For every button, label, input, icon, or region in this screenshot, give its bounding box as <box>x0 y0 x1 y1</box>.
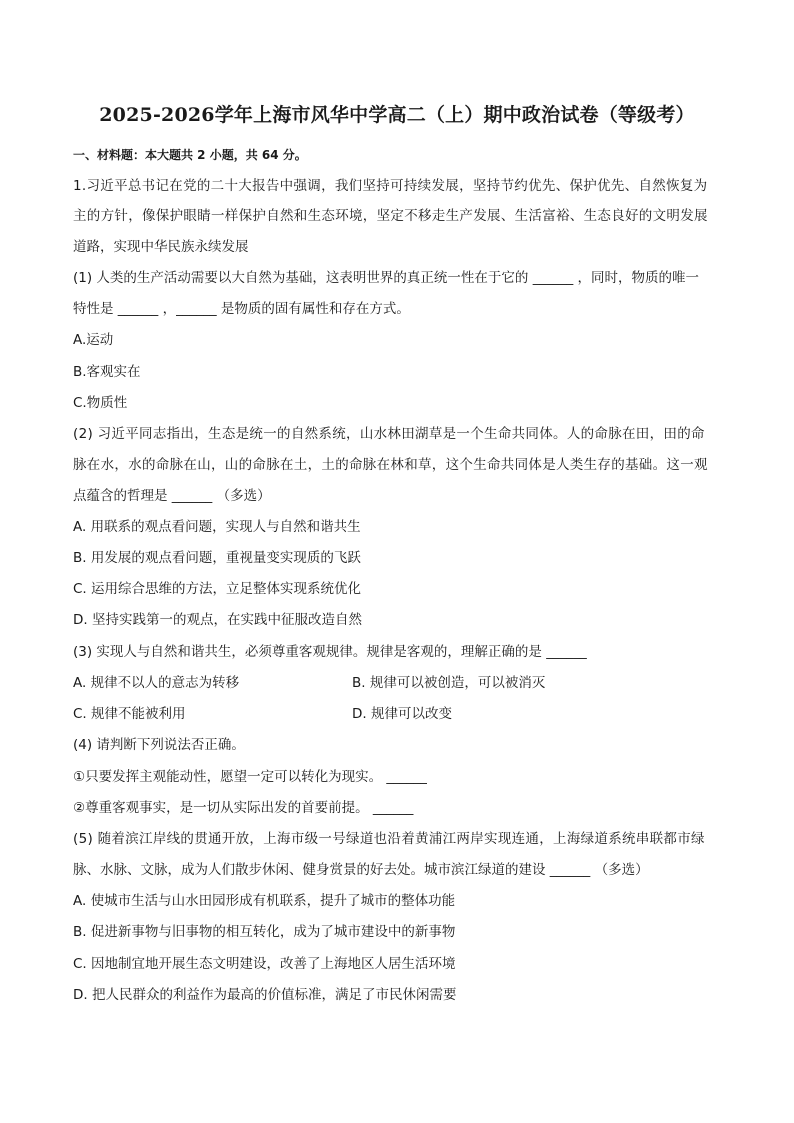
subq3-option-d: D. 规律可以改变 <box>352 706 452 722</box>
subq1-option-a: A.运动 <box>73 332 114 348</box>
subq5-option-d: D. 把人民群众的利益作为最高的价值标准，满足了市民休闲需要 <box>73 987 457 1003</box>
subq4-item-1: ①只要发挥主观能动性，愿望一定可以转化为现实。 ______ <box>73 769 427 785</box>
subq5-line: (5) 随着滨江岸线的贯通开放，上海市级一号绿道也沿着黄浦江两岸实现连通，上海绿道系统串联都市绿 <box>73 831 705 847</box>
subq2-line: (2) 习近平同志指出，生态是统一的自然系统，山水林田湖草是一个生命共同体。人的命脉在田，田的命 <box>73 426 705 442</box>
subq2-line: 点蕴含的哲理是 ______ （多选） <box>73 488 271 504</box>
subq3-line: (3) 实现人与自然和谐共生，必须尊重客观规律。规律是客观的，理解正确的是 ______ <box>73 644 587 660</box>
subq3-option-a: A. 规律不以人的意志为转移 <box>73 675 240 691</box>
subq1-line: (1) 人类的生产活动需要以大自然为基础，这表明世界的真正统一性在于它的 ______ ，同时，物质的唯一 <box>73 270 699 286</box>
q1-stem-line: 主的方针，像保护眼睛一样保护自然和生态环境，坚定不移走生产发展、生活富裕、生态良好的文明发展 <box>73 208 708 224</box>
subq2-option-b: B. 用发展的观点看问题，重视量变实现质的飞跃 <box>73 550 361 566</box>
subq1-option-b: B.客观实在 <box>73 364 141 380</box>
subq3-option-b: B. 规律可以被创造，可以被消灭 <box>352 675 546 691</box>
subq1-option-c: C.物质性 <box>73 395 128 411</box>
subq5-line: 脉、水脉、文脉，成为人们散步休闲、健身赏景的好去处。城市滨江绿道的建设 ______ （多选） <box>73 862 649 878</box>
section-heading: 一、材料题：本大题共 2 小题，共 64 分。 <box>73 148 307 162</box>
subq2-option-c: C. 运用综合思维的方法，立足整体实现系统优化 <box>73 581 362 597</box>
subq4-item-2: ②尊重客观事实，是一切从实际出发的首要前提。 ______ <box>73 800 414 816</box>
subq5-option-a: A. 使城市生活与山水田园形成有机联系，提升了城市的整体功能 <box>73 893 456 909</box>
q1-stem-line: 道路，实现中华民族永续发展 <box>73 239 249 255</box>
subq5-option-b: B. 促进新事物与旧事物的相互转化，成为了城市建设中的新事物 <box>73 924 456 940</box>
subq4-line: (4) 请判断下列说法否正确。 <box>73 737 245 753</box>
subq2-option-a: A. 用联系的观点看问题，实现人与自然和谐共生 <box>73 519 361 535</box>
subq3-option-c: C. 规律不能被利用 <box>73 706 186 722</box>
subq2-option-d: D. 坚持实践第一的观点，在实践中征服改造自然 <box>73 612 362 628</box>
page-title: 2025-2026学年上海市风华中学高二（上）期中政治试卷（等级考） <box>99 104 695 126</box>
q1-stem-line: 1.习近平总书记在党的二十大报告中强调，我们坚持可持续发展，坚持节约优先、保护优先、自然恢复为 <box>73 178 708 194</box>
subq1-line: 特性是 ______ ，______ 是物质的固有属性和存在方式。 <box>73 301 410 317</box>
subq5-option-c: C. 因地制宜地开展生态文明建设，改善了上海地区人居生活环境 <box>73 956 456 972</box>
subq2-line: 脉在水，水的命脉在山，山的命脉在土，土的命脉在林和草，这个生命共同体是人类生存的基础。这一观 <box>73 457 708 473</box>
